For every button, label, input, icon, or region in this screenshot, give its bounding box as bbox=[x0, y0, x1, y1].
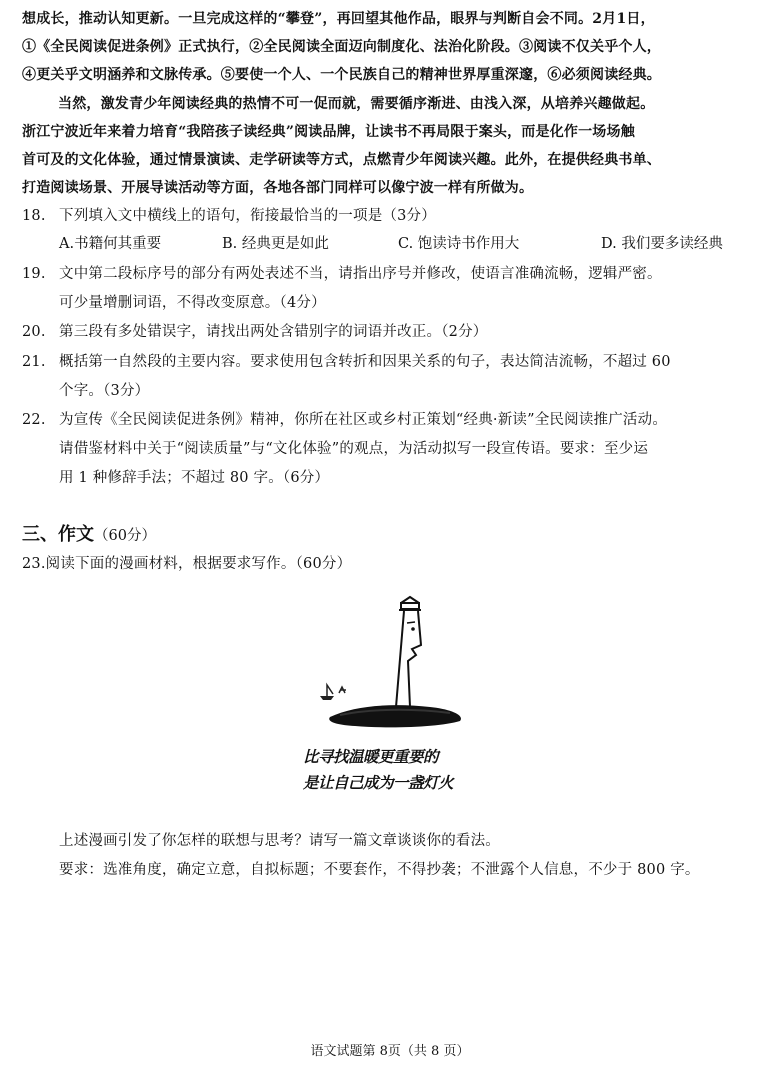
writing-requirements: 要求：选准角度，确定立意，自拟标题；不要套作，不得抄袭；不泄露个人信息，不少于 800 字。 bbox=[59, 862, 700, 878]
question-22 bbox=[22, 408, 667, 429]
question-text: 第三段有多处错误字，请找出两处含错别字的词语并改正。（2分） bbox=[59, 324, 488, 340]
question-19-line-2: 可少量增删词语，不得改变原意。（4分） bbox=[59, 295, 326, 311]
question-number: 21. bbox=[22, 354, 46, 370]
question-22-line-3: 用 1 种修辞手法；不超过 80 字。（6分） bbox=[59, 470, 330, 486]
question-number: 23. bbox=[22, 556, 46, 572]
question-number: 20. bbox=[22, 324, 46, 340]
boat-hull bbox=[320, 696, 334, 700]
option-d: D. 我们要多读经典 bbox=[601, 236, 723, 252]
question-number: 22. bbox=[22, 412, 46, 428]
lamp-room bbox=[401, 603, 419, 609]
tower-face-profile bbox=[408, 611, 421, 707]
question-23 bbox=[22, 552, 351, 573]
tower-left-wall bbox=[396, 611, 404, 707]
ground-shadow bbox=[329, 705, 461, 727]
passage-line-6: 首可及的文化体验，通过情景演读、走学研读等方式，点燃青少年阅读兴趣。此外，在提供经典书单、 bbox=[22, 152, 661, 168]
question-number: 18. bbox=[22, 208, 46, 224]
option-a: A.书籍何其重要 bbox=[59, 236, 162, 252]
question-text: 文中第二段标序号的部分有两处表述不当，请指出序号并修改，使语言准确流畅，逻辑严密。 bbox=[59, 266, 662, 282]
question-21 bbox=[22, 350, 671, 371]
passage-line-2: ①《全民阅读促进条例》正式执行，②全民阅读全面迈向制度化、法治化阶段。③阅读不仅关乎个人， bbox=[22, 39, 661, 55]
passage-line-4: 当然，激发青少年阅读经典的热情不可一促而就，需要循序渐进、由浅入深，从培养兴趣做起。 bbox=[58, 96, 655, 112]
question-21-line-2: 个字。（3分） bbox=[59, 383, 150, 399]
question-18 bbox=[22, 204, 436, 225]
question-text: 概括第一自然段的主要内容。要求使用包含转折和因果关系的句子，表达简洁流畅，不超过 60 bbox=[59, 354, 671, 370]
question-19 bbox=[22, 262, 662, 283]
question-20 bbox=[22, 320, 487, 341]
cartoon-caption-line-1: 比寻找温暖更重要的 bbox=[303, 748, 439, 766]
question-22-line-2: 请借鉴材料中关于“阅读质量”与“文化体验”的观点，为活动拟写一段宣传语。要求：至少运 bbox=[59, 441, 649, 457]
option-c: C. 饱读诗书作用大 bbox=[398, 236, 520, 252]
section-score: （60分） bbox=[94, 528, 156, 544]
passage-line-7: 打造阅读场景、开展导读活动等方面，各地各部门同样可以像宁波一样有所做为。 bbox=[22, 180, 534, 196]
passage-line-3: ④更关乎文明涵养和文脉传承。⑤要使一个人、一个民族自己的精神世界厚重深邃，⑥必须阅读经典。 bbox=[22, 67, 661, 83]
question-text: 下列填入文中横线上的语句，衔接最恰当的一项是（3分） bbox=[59, 208, 436, 224]
second-figure bbox=[339, 687, 346, 693]
boat-sail bbox=[327, 685, 333, 696]
eyebrow bbox=[407, 622, 415, 623]
passage-line-5: 浙江宁波近年来着力培育“我陪孩子读经典”阅读品牌，让读书不再局限于案头，而是化作一场场触 bbox=[22, 124, 635, 140]
writing-prompt: 上述漫画引发了你怎样的联想与思考？请写一篇文章谈谈你的看法。 bbox=[59, 833, 500, 849]
section-heading bbox=[22, 520, 156, 546]
option-b: B. 经典更是如此 bbox=[222, 236, 329, 252]
cartoon-caption-line-2: 是让自己成为一盏灯火 bbox=[303, 774, 454, 792]
question-text: 为宣传《全民阅读促进条例》精神，你所在社区或乡村正策划“经典·新读”全民阅读推广活动。 bbox=[59, 412, 668, 428]
page-footer: 语文试题第 8页（共 8 页） bbox=[310, 1044, 470, 1059]
section-title: 三、作文 bbox=[22, 524, 94, 545]
question-text: 阅读下面的漫画材料，根据要求写作。（60分） bbox=[45, 556, 352, 572]
question-number: 19. bbox=[22, 266, 46, 282]
passage-line-1: 想成长，推动认知更新。一旦完成这样的“攀登”，再回望其他作品，眼界与判断自会不同。2月1日， bbox=[22, 11, 655, 27]
eye bbox=[411, 627, 415, 631]
